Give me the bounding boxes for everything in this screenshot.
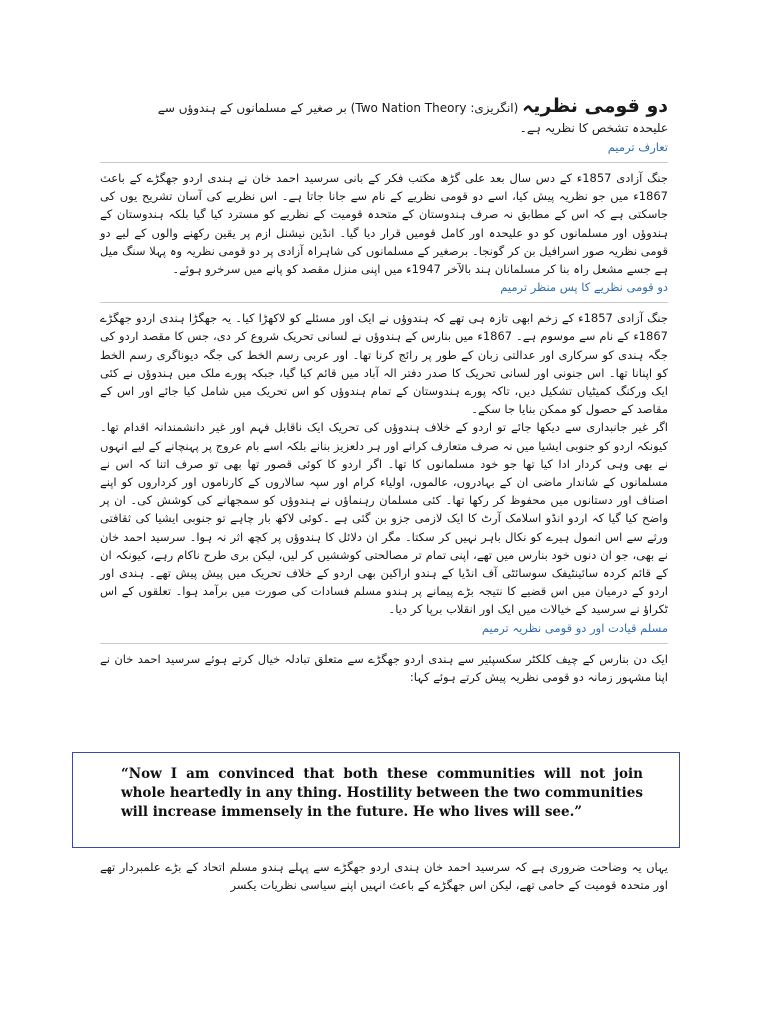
- article-body: [100, 96, 668, 686]
- definition-text: ) بر صغیر کے مسلمانوں کے ہندوؤں سے: [157, 101, 356, 115]
- article-title: دو قومی نظریہ: [522, 95, 668, 117]
- intro-paragraph: جنگ آزادی 1857ء کے دس سال بعد علی گڑھ مکتب فکر کے بانی سرسید احمد خان نے ہندی اردو جھگڑے کے باعث 1867ء میں جو نظریہ پیش کیا، اسے دو قومی نظریے کے نام سے جانا جاتا ہے۔ اس نظریے کی آسان تشریح یوں کی جاسکتی ہے کہ اس کے مطابق نہ صرف ہندوستان کے متحدہ قومیت کے نظریے کو مسترد کیا گیا بلکہ ہندوستان کے ہندوؤں اور مسلمانوں کو دو علیحدہ اور کامل قومیں قرار دیا گیا۔ انڈین نیشنل ازم پر یقین رکھنے والوں کے لیے دو قومی نظریہ صور اسرافیل بن کر گونجا۔ برصغیر کے مسلمانوں کی شاہراہ آزادی پر دو قومی نظریہ وہ پہلا سنگ میل ہے جسے مشعل راہ بنا کر مسلمانان ہند بالآخر 1947ء میں اپنی منزل مقصد کو پانے میں سرخرو ہوئے۔: [100, 171, 669, 277]
- section-divider: [100, 162, 668, 163]
- alt-name-prefix: (انگریزی:: [470, 101, 519, 115]
- article-continuation: [100, 858, 668, 894]
- section-edit-link-background[interactable]: دو قومی نظریے کا پس منظر ترمیم: [500, 280, 668, 295]
- section-divider: [100, 643, 668, 644]
- background-paragraph-1: جنگ آزادی 1857ء کے زخم ابھی تازہ ہی تھے کہ ہندوؤں نے ایک اور مسئلے کو لاکھڑا کیا۔ یہ جھگڑا ہندی اردو جھگڑے 1867ء کے نام سے موسوم ہے۔ 1867ء میں بنارس کے ہندوؤں نے لسانی تحریک شروع کر دی، جس کا مقصد اردو کی جگہ ہندی کو سرکاری اور عدالتی زبان کے طور پر رائج کرنا تھا۔ اور عربی رسم الخط کی جگہ دیوناگری رسم الخط کو اپنانا تھا۔ اس جنونی اور لسانی تحریک کا صدر دفتر الہ آباد میں قائم کیا گیا، جبکہ پورے ملک میں ہندوؤں نے کئی ایک ورکنگ کمیٹیاں تشکیل دیں، تاکہ پورے ہندوستان کے تمام ہندوؤں کو اس تحریک میں شامل کیا جائے اور اس کے مقاصد کے حصول کو ممکن بنایا جا سکے۔: [100, 311, 669, 417]
- leadership-paragraph: ایک دن بنارس کے چیف کلکٹر سکسپئیر سے ہندی اردو جھگڑے سے متعلق تبادلہ خیال کرتے ہوئے سرسید احمد خان نے اپنا مشہور زمانہ دو قومی نظریہ پیش کرتے ہوئے کہا:: [100, 651, 668, 684]
- section-divider: [100, 302, 668, 303]
- background-paragraph-2: اگر غیر جانبداری سے دیکھا جائے تو اردو کے خلاف ہندوؤں کی تحریک ایک ناقابل فہم اور غیر دانشمندانہ اقدام تھا۔ کیونکہ اردو کو جنوبی ایشیا میں نہ صرف متعارف کرانے اور ہر دلعزیز بنانے بلکہ اسے بام عروج پر پہنچانے کے لیے انہوں نے بھی وہی کردار ادا کیا تھا جو خود مسلمانوں کا تھا۔ اگر اردو کا کوئی قصور تھا بھی تو صرف اتنا کہ اس نے مسلمانوں کے شاندار ماضی ان کے بہادروں، عالموں، اولیاء کرام اور سپہ سالاروں کے کارناموں اور کرداروں کو اپنے اصناف اور دستانوں میں محفوظ کر رکھا تھا۔ کئی مسلمان رہنماؤں نے ہندوؤں کو سمجھانے کی کوشش کی۔ ان پر واضح کیا گیا کہ اردو انڈو اسلامک آرٹ کا ایک لازمی جزو بن گئی ہے ۔کوئی لاکھ بار چاہے تو جنوبی ایشیا کی ثقافتی ورثے سے اس انمول ہیرے کو نکال باہر نہیں کر سکتا۔ مگر ان دلائل کا ہندوؤں پر کچھ اثر نہ ہوا۔ سرسید احمد خان نے بھی، جو ان دنوں خود بنارس میں تھے، اپنی تمام تر مصالحتی کوششیں کر لیں، لیکن بری طرح ناکام رہے، کیونکہ ان کے قائم کردہ سائینٹیفک سوسائٹی آف انڈیا کے ہندو اراکین بھی اردو کے خلاف تحریک میں پیش پیش تھے۔ ہندی اور اردو کے درمیان میں اس قضیے کا نتیجہ بڑے پیمانے پر ہندو مسلم فسادات کی صورت میں برآمد ہوا۔ تعلقوں کے اس ٹکراؤ نے سرسید کے خیالات میں ایک اور انقلاب برپا کر دیا۔: [100, 420, 668, 617]
- article-heading: [100, 96, 668, 118]
- alt-name-english: Two Nation Theory: [355, 101, 467, 115]
- definition-continuation: علیحدہ تشخص کا نظریہ ہے۔: [519, 121, 668, 135]
- tail-paragraph: یہاں یہ وضاحت ضروری ہے کہ سرسید احمد خان ہندی اردو جھگڑے سے پہلے ہندو مسلم اتحاد کے بڑے علمبردار تھے اور متحدہ قومیت کے حامی تھے، لیکن اس جھگڑے کے باعث انہیں اپنے سیاسی نظریات یکسر: [100, 860, 668, 893]
- section-edit-link-intro[interactable]: تعارف ترمیم: [607, 140, 668, 154]
- quote-box: [72, 752, 680, 848]
- quote-text: “Now I am convinced that both these communities will not join whole heartedly in any thing. Hostility between the two communities will increase immensely in the future. He who lives will see.”: [121, 766, 643, 820]
- section-edit-link-leadership[interactable]: مسلم قیادت اور دو قومی نظریہ ترمیم: [481, 620, 668, 635]
